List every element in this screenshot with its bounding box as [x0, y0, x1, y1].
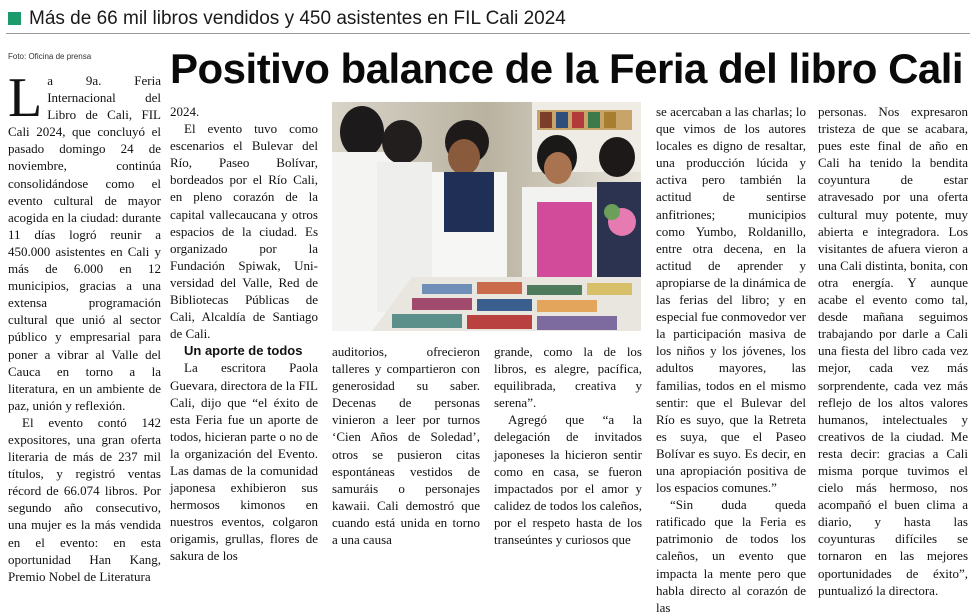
article-column-6: [818, 103, 968, 598]
article-column-2: [170, 103, 318, 564]
drop-cap: L: [8, 67, 43, 129]
paragraph: La escritora Paola Guevara, directora de la FIL Cali, dijo que “el éxito de esta Feria fue un aporte de todos, hicieran parte o no de la organización del Evento. Las damas de la comunidad japonesa exhibieron sus hermosos kimonos en nuestros eventos, colgaron origamis, grullas, flores de sakura de los: [170, 360, 318, 564]
article-column-5: [656, 103, 806, 615]
article-column-3: [332, 343, 480, 548]
paragraph: a 9a. Feria Internacional del Libro de Cali, FIL Cali 2024, que concluyó el pasado domingo 24 de noviembre, continúa consolidándose como el evento cultural de mayor acogida en la ciudad: durante 11 días logró reunir a 450.000 asistentes en Cali y más de 6.000 en 12 municipios, gracias a una extensa programación cultural que unió al sector público y empresarial para poner a vibrar al Valle del Cauca en torno a la literatura, en un ambiente de paz, unión y reflexión.: [8, 73, 161, 413]
kicker-square-icon: [8, 12, 21, 25]
headline: Positivo balance de la Feria del libro Cali: [170, 45, 964, 92]
kicker-text: Más de 66 mil libros vendidos y 450 asistentes en FIL Cali 2024: [29, 8, 566, 29]
paragraph: personas. Nos expresaron tristeza de que se acabara, pues este final de año en Cali ha tenido la bendita coyuntura de estar atravesado por una oferta cultural muy potente, muy abierta e integradora. Los visitantes de afuera vieron a una Cali distinta, bonita, con otra energía. Y aunque acabe el evento como tal, desde mañana seguimos trabajando por darle a Cali una fiesta del libro cada vez mejor, cada vez más sorprendente, cada vez más reflejo de los altos valores humanos, intelectuales y creativos de la ciudad. Me resta decir: gracias a Cali misma porque tuvimos el cielo más hermoso, nos acompañó el buen clima a diario, y hasta las coyunturas difíciles se tornaron en las mejores oportunidades de éxito”, puntualizó la directora.: [818, 104, 968, 598]
paragraph: El evento tuvo como escenarios el Bulevar del Río, Paseo Bolívar, bordeados por el Río Cali, en pleno corazón de la capital vallecaucana y otros espacios de la ciudad. Es organizado por la Fundación Spiwak, Uni-versidad del Valle, Red de Bibliotecas Públicas de Cali, Alcaldía de Santiago de Cali.: [170, 121, 318, 342]
paragraph: auditorios, ofrecieron talleres y compartieron con generosidad su saber. Decenas de personas vinieron a leer por turnos ‘Cien Años de Soledad’, otros se pusieron citas espontáneas vestidos de samuráis o personajes kawaii. Cali demostró que cuando está unida en torno a una causa: [332, 344, 480, 548]
paragraph: Agregó que “a la delegación de invitados japoneses la hicieron sentir como en casa, se fueron impactados por el amor y calidez de todos los caleños, por el respeto hasta de los transeúntes y curiosos que: [494, 412, 642, 548]
students-at-book-fair-image: [332, 102, 641, 331]
paragraph: 2024.: [170, 104, 200, 119]
article-column-4: [494, 343, 642, 548]
news-photo: [332, 102, 641, 331]
kicker-line: [8, 6, 968, 32]
paragraph: grande, como la de los libros, es alegre, pacífica, equilibrada, creativa y serena”.: [494, 344, 642, 411]
paragraph: “Sin duda queda ratificado que la Feria es patrimonio de todos los caleños, un evento que impacta la mente pero que habla directo al corazón de las: [656, 497, 806, 615]
article-column-1: [8, 67, 161, 584]
paragraph: se acercaban a las charlas; lo que vimos de los autores locales es digno de resaltar, una producción lúcida y activa pero también la actitud de sentirse anfitriones; municipios como Yumbo, Roldanillo, entre otra decena, en la actitud de aprender y apropiarse de la dinámica de las ferias del libro; y en especial fue conmovedor ver la participación masiva de los niños y los jóvenes, los adultos mayores, las familias, todos en el mismo sentir: que el Bulevar del Río es suyo, que la Retreta es suya, que el Paseo Bolívar es suyo. Es decir, en una apropiación positiva de los espacios comunes.”: [656, 104, 806, 496]
photo-credit: Foto: Oficina de prensa: [8, 52, 92, 61]
section-subhead: Un aporte de todos: [184, 343, 303, 359]
paragraph: El evento contó 142 expositores, una gran oferta literaria de más de 237 mil títulos, y registró ventas récord de 66.074 libros. Por segundo año consecutivo, una mujer es la más vendida en el evento: en esta oportunidad Han Kang, Premio Nobel de Literatura: [8, 414, 161, 584]
divider-rule: [6, 33, 970, 34]
